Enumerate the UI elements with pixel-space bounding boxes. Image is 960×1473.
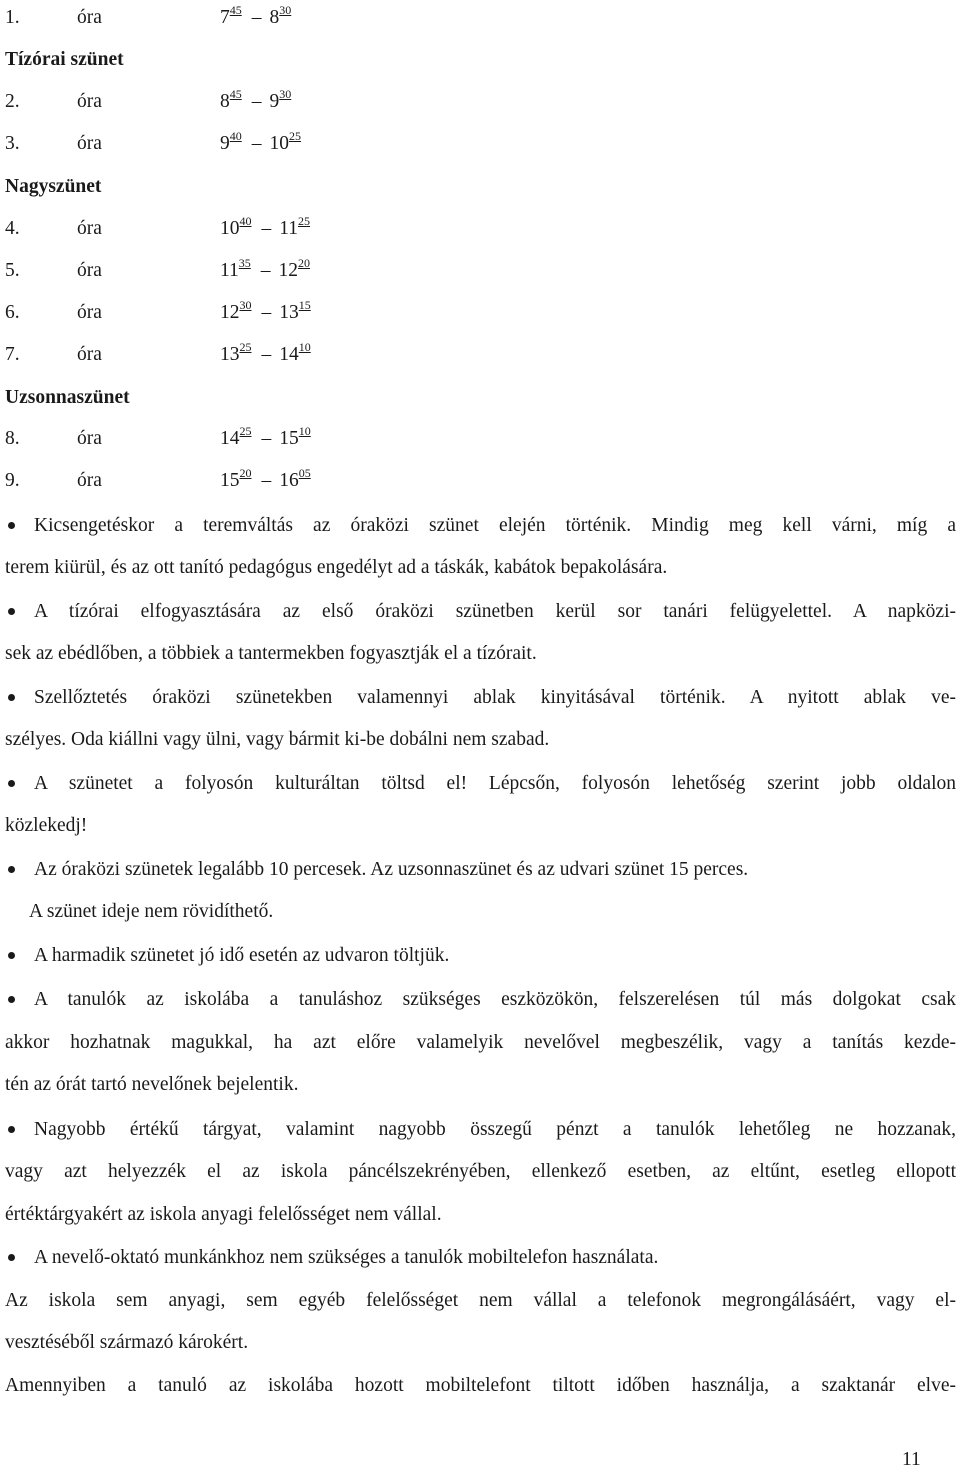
dash: – (251, 91, 262, 112)
start-hour: 14 (220, 428, 240, 449)
start-minute: 30 (239, 298, 252, 312)
lesson-label: óra (77, 470, 102, 491)
dash: – (251, 133, 262, 154)
break-label: Uzsonnaszünet (5, 387, 130, 408)
end-hour: 9 (269, 91, 280, 112)
bullet-icon (8, 780, 15, 787)
start-minute: 45 (229, 3, 242, 17)
bullet-icon (8, 522, 15, 529)
end-minute: 25 (289, 129, 301, 143)
dash: – (251, 7, 262, 28)
lesson-number: 1. (5, 7, 20, 28)
end-minute: 25 (298, 214, 311, 228)
rule-text: A tanulók az iskolába a tanuláshoz szükséges eszközökön, felszerelésen túl más dolgokat csak (34, 989, 956, 1010)
end-minute: 05 (298, 466, 311, 480)
rule-text: szélyes. Oda kiállni vagy ülni, vagy bármit ki-be dobálni nem szabad. (5, 729, 550, 750)
bullet-icon (8, 1126, 15, 1133)
lesson-label: óra (77, 428, 102, 449)
start-hour: 15 (220, 470, 240, 491)
start-hour: 7 (220, 7, 230, 28)
lesson-label: óra (77, 344, 102, 365)
lesson-number: 2. (5, 91, 20, 112)
start-hour: 12 (220, 302, 240, 323)
rule-text: tén az órát tartó nevelőnek bejelentik. (5, 1074, 299, 1095)
dash: – (261, 428, 272, 449)
end-hour: 14 (279, 344, 299, 365)
lesson-label: óra (77, 133, 102, 154)
end-minute: 30 (279, 3, 292, 17)
rule-text: Kicsengetéskor a teremváltás az óraközi szünet elején történik. Mindig meg kell várni, míg a (34, 515, 956, 536)
bullet-icon (8, 608, 15, 615)
lesson-number: 4. (5, 218, 20, 239)
lesson-number: 3. (5, 133, 20, 154)
start-hour: 9 (220, 133, 230, 154)
rule-text: A harmadik szünetet jó idő esetén az udvaron töltjük. (34, 945, 450, 966)
start-hour: 13 (220, 344, 240, 365)
end-hour: 10 (269, 133, 289, 154)
start-minute: 35 (238, 256, 251, 270)
end-minute: 10 (298, 424, 311, 438)
lesson-time (220, 424, 311, 451)
paragraph-text: Az iskola sem anyagi, sem egyéb felelősséget nem vállal a telefonok megrongálásáért, vagy el- (5, 1290, 956, 1311)
end-hour: 13 (279, 302, 299, 323)
rule-text: terem kiürül, és az ott tanító pedagógus engedélyt ad a táskák, kabátok bepakolására. (5, 557, 668, 578)
rule-text: A tízórai elfogyasztására az első óraközi szünetben kerül sor tanári felügyelettel. A napközi- (34, 601, 956, 622)
end-hour: 15 (279, 428, 299, 449)
lesson-number: 8. (5, 428, 20, 449)
rule-text: sek az ebédlőben, a többiek a tantermekben fogyasztják el a tízórait. (5, 643, 537, 664)
dash: – (260, 260, 271, 281)
start-minute: 25 (239, 424, 252, 438)
lesson-time (220, 87, 292, 114)
break-label: Nagyszünet (5, 176, 102, 197)
bullet-icon (8, 866, 15, 873)
dash: – (261, 302, 272, 323)
lesson-time (220, 3, 292, 30)
rule-text: akkor hozhatnak magukkal, ha azt előre valamelyik nevelővel megbeszélik, vagy a tanítás kezde- (5, 1032, 956, 1053)
lesson-number: 5. (5, 260, 20, 281)
rule-text: Az óraközi szünetek legalább 10 percesek. Az uzsonnaszünet és az udvari szünet 15 perces. (34, 859, 749, 880)
start-hour: 8 (220, 91, 230, 112)
paragraph-text: vesztéséből származó károkért. (5, 1332, 249, 1353)
dash: – (261, 218, 272, 239)
dash: – (261, 470, 272, 491)
paragraph-text: Amennyiben a tanuló az iskolába hozott mobiltelefont tiltott időben használja, a szaktanár elve- (5, 1375, 956, 1396)
page-number: 11 (902, 1449, 921, 1470)
end-hour: 12 (278, 260, 299, 281)
lesson-number: 7. (5, 344, 20, 365)
rule-text: A szünet ideje nem rövidíthető. (29, 901, 274, 922)
rule-text: értéktárgyakért az iskola anyagi felelősséget nem vállal. (5, 1204, 442, 1225)
start-minute: 40 (239, 214, 252, 228)
bullet-icon (8, 996, 15, 1003)
bullet-icon (8, 694, 15, 701)
lesson-label: óra (77, 91, 102, 112)
rule-text: Nagyobb értékű tárgyat, valamint nagyobb összegű pénzt a tanulók lehetőleg ne hozzanak, (34, 1119, 956, 1140)
lesson-label: óra (77, 218, 102, 239)
end-hour: 8 (269, 7, 280, 28)
lesson-time (220, 340, 311, 367)
end-minute: 30 (279, 87, 292, 101)
lesson-label: óra (77, 7, 102, 28)
lesson-number: 6. (5, 302, 20, 323)
start-minute: 40 (229, 129, 242, 143)
rule-text: közlekedj! (5, 815, 88, 836)
break-label: Tízórai szünet (5, 49, 124, 70)
lesson-time (220, 298, 311, 325)
rule-text: A nevelő-oktató munkánkhoz nem szükséges a tanulók mobiltelefon használata. (34, 1247, 659, 1268)
end-minute: 10 (298, 340, 311, 354)
start-minute: 20 (239, 466, 252, 480)
lesson-time (220, 214, 311, 241)
end-minute: 20 (298, 256, 311, 270)
start-hour: 10 (220, 218, 240, 239)
lesson-number: 9. (5, 470, 20, 491)
bullet-icon (8, 1254, 15, 1261)
end-hour: 11 (279, 218, 299, 239)
lesson-label: óra (77, 302, 102, 323)
rule-text: vagy azt helyezzék el az iskola páncélszekrényében, ellenkező esetben, az eltűnt, esetleg ellopott (5, 1161, 956, 1182)
lesson-time (220, 256, 311, 283)
rule-text: A szünetet a folyosón kulturáltan töltsd el! Lépcsőn, folyosón lehetőség szerint jobb oldalon (34, 773, 956, 794)
dash: – (261, 344, 272, 365)
lesson-time (220, 129, 301, 156)
end-minute: 15 (298, 298, 311, 312)
start-hour: 11 (220, 260, 239, 281)
bullet-icon (8, 952, 15, 959)
end-hour: 16 (279, 470, 299, 491)
rule-text: Szellőztetés óraközi szünetekben valamennyi ablak kinyitásával történik. A nyitott ablak ve- (34, 687, 956, 708)
start-minute: 25 (239, 340, 252, 354)
start-minute: 45 (229, 87, 242, 101)
lesson-time (220, 466, 311, 493)
lesson-label: óra (77, 260, 102, 281)
